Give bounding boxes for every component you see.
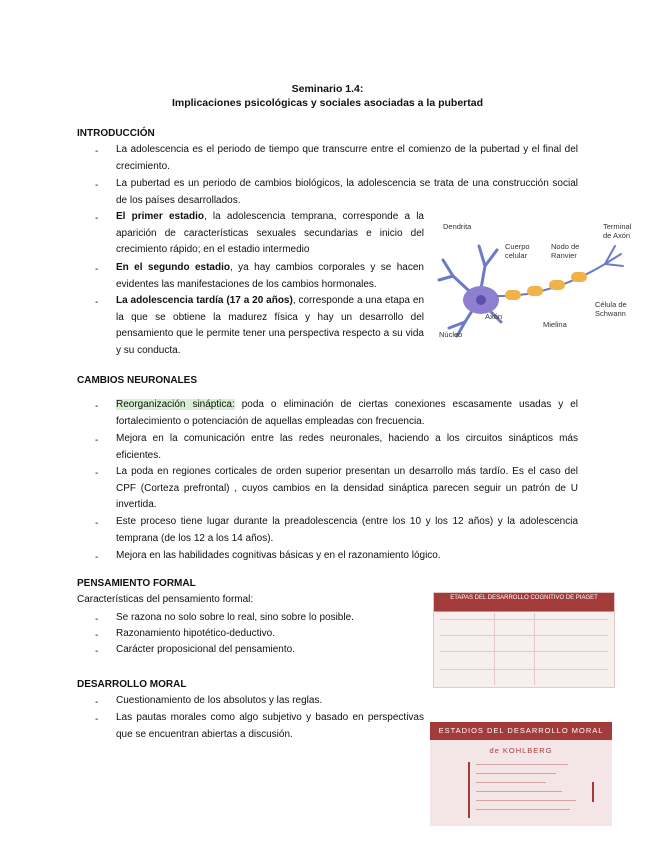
intro-bullet-3-text: , la adolescencia temprana, corresponde a la aparición de características sexuales secundarias e inicio del crecimiento rápido; en el estadio intermedio bbox=[116, 211, 424, 255]
label-axon: Axón bbox=[485, 312, 503, 321]
pensamiento-bullet-2: Razonamiento hipotético-deductivo. bbox=[116, 628, 275, 639]
bullet-dash: - bbox=[95, 614, 99, 625]
bullet-dash: - bbox=[95, 646, 99, 657]
stage-line bbox=[476, 800, 576, 801]
intro-bullet-3-bold: El primer estadio bbox=[116, 211, 204, 222]
bullet-dash: - bbox=[95, 213, 99, 224]
section-heading-pensamiento: PENSAMIENTO FORMAL bbox=[77, 578, 196, 589]
label-terminal-axon: Terminal de Axón bbox=[603, 222, 632, 240]
cambios-bullet-1-text: poda o eliminación de ciertas conexiones escasamente usadas y el fortalecimiento o potenciación de aquellas empleadas con frecuencia. bbox=[116, 399, 578, 427]
bullet-dash: - bbox=[95, 146, 99, 157]
page-title: Seminario 1.4: bbox=[291, 83, 364, 95]
label-mielina: Mielina bbox=[543, 320, 567, 329]
table-row-line bbox=[440, 635, 608, 636]
bullet-dash: - bbox=[95, 630, 99, 641]
label-nodo-ranvier: Nodo de Ranvier bbox=[551, 242, 580, 260]
neuron-diagram bbox=[435, 218, 639, 342]
cambios-bullet-5: Mejora en las habilidades cognitivas básicas y en el razonamiento lógico. bbox=[116, 550, 441, 561]
section-heading-moral: DESARROLLO MORAL bbox=[77, 679, 187, 690]
kohlberg-subtitle: de KOHLBERG bbox=[489, 746, 553, 755]
section-heading-cambios: CAMBIOS NEURONALES bbox=[77, 375, 198, 386]
label-celula-schwann: Célula de Schwann bbox=[595, 300, 627, 318]
label-cuerpo-celular: Cuerpo celular bbox=[505, 242, 530, 260]
bullet-dash: - bbox=[95, 264, 99, 275]
bullet-dash: - bbox=[95, 435, 99, 446]
piaget-table-figure bbox=[433, 592, 615, 688]
kohlberg-right-bracket bbox=[574, 782, 594, 802]
table-row-line bbox=[440, 669, 608, 670]
bullet-dash: - bbox=[95, 468, 99, 479]
cambios-bullet-3: La poda en regiones corticales de orden superior presentan un desarrollo más tardío. Es el caso del CPF (Corteza prefrontal) , cuyos cambios en la densidad sináptica parecen seguir un patrón de U invertida. bbox=[116, 466, 578, 510]
bullet-dash: - bbox=[95, 552, 99, 563]
moral-bullet-2: Las pautas morales como algo subjetivo y basado en perspectivas que se encuentran abiertas a discusión. bbox=[116, 712, 424, 740]
intro-bullet-5 bbox=[116, 293, 424, 359]
stage-line bbox=[476, 773, 556, 774]
intro-bullet-5-text: , corresponde a una etapa en la que se obtiene la madurez física y hay un desarrollo del pensamiento que le permite tener una perspectiva respecto a su vida y su conducta. bbox=[116, 295, 425, 356]
table-col-line bbox=[494, 613, 495, 685]
label-dendrita: Dendrita bbox=[443, 222, 472, 231]
bullet-dash: - bbox=[95, 714, 99, 725]
intro-bullet-1: La adolescencia es el periodo de tiempo que transcurre entre el comienzo de la pubertad y el final del crecimiento. bbox=[116, 144, 578, 172]
page-subtitle: Implicaciones psicológicas y sociales asociadas a la pubertad bbox=[171, 97, 484, 109]
pensamiento-intro: Características del pensamiento formal: bbox=[77, 594, 254, 605]
stage-line bbox=[476, 764, 568, 765]
intro-bullet-4 bbox=[116, 260, 424, 293]
intro-bullet-4-bold: En el segundo estadio bbox=[116, 262, 230, 273]
intro-bullet-5-bold: La adolescencia tardía (17 a 20 años) bbox=[116, 295, 293, 306]
kohlberg-title: ESTADIOS DEL DESARROLLO MORAL bbox=[430, 722, 612, 740]
kohlberg-bracket bbox=[468, 762, 470, 818]
moral-bullet-1: Cuestionamiento de los absolutos y las reglas. bbox=[116, 695, 323, 706]
cambios-bullet-4: Este proceso tiene lugar durante la preadolescencia (entre los 10 y los 12 años) y la adolescencia temprana (de los 12 a los 14 años). bbox=[116, 516, 578, 544]
kohlberg-figure bbox=[430, 722, 612, 826]
intro-bullet-2: La pubertad es un periodo de cambios biológicos, la adolescencia se trata de una construcción social de los países desarrollados. bbox=[116, 178, 578, 206]
stage-line bbox=[476, 791, 562, 792]
stage-line bbox=[476, 809, 570, 810]
cambios-bullet-1 bbox=[116, 397, 578, 430]
bullet-dash: - bbox=[95, 401, 99, 412]
table-row-line bbox=[440, 651, 608, 652]
intro-bullet-4-text: , ya hay cambios corporales y se hacen evidentes las manifestaciones de los cambios hormonales. bbox=[116, 262, 424, 290]
pensamiento-bullet-1: Se razona no solo sobre lo real, sino sobre lo posible. bbox=[116, 612, 354, 623]
label-nucleo: Núcleo bbox=[439, 330, 463, 339]
table-divider bbox=[434, 611, 614, 612]
piaget-table-title: ETAPAS DEL DESARROLLO COGNITIVO DE PIAGET bbox=[434, 593, 614, 611]
bullet-dash: - bbox=[95, 297, 99, 308]
cambios-bullet-2: Mejora en la comunicación entre las redes neuronales, haciendo a los circuitos sinápticos más eficientes. bbox=[116, 433, 578, 461]
intro-bullet-3 bbox=[116, 209, 424, 259]
stage-line bbox=[476, 782, 546, 783]
table-col-line bbox=[534, 613, 535, 685]
highlighted-term: Reorganización sináptica: bbox=[116, 399, 235, 410]
bullet-dash: - bbox=[95, 180, 99, 191]
bullet-dash: - bbox=[95, 697, 99, 708]
section-heading-introduccion: INTRODUCCIÓN bbox=[77, 128, 155, 139]
bullet-dash: - bbox=[95, 518, 99, 529]
pensamiento-bullet-3: Carácter proposicional del pensamiento. bbox=[116, 644, 295, 655]
table-row-line bbox=[440, 619, 608, 620]
